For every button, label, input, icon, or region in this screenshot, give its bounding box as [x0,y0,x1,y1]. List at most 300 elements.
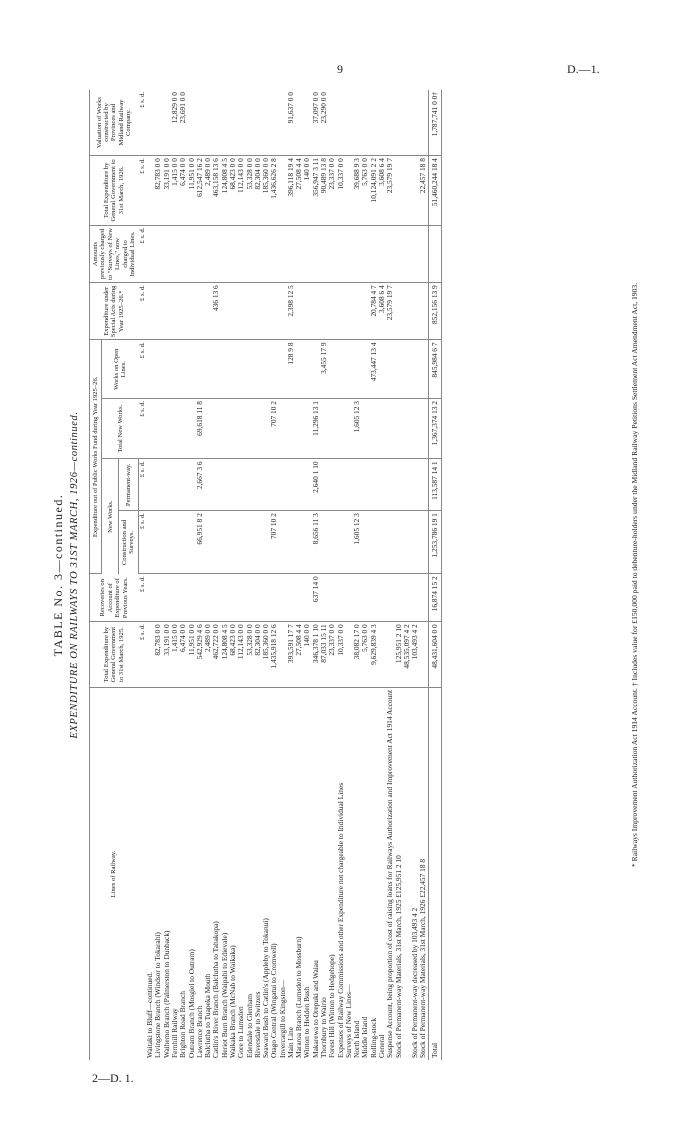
amount-cell [204,225,212,283]
amount-cell: 3,608 6 4 [378,283,386,340]
amount-cell [386,340,394,399]
amount-cell [246,225,254,283]
amount-cell [212,225,220,283]
amount-cell [320,511,328,574]
amount-cell [221,225,229,283]
amount-cell: 356,947 3 11 [312,156,320,226]
amount-cell [237,90,245,156]
amount-cell [229,340,237,399]
amount-cell [212,340,220,399]
amount-cell: 393,591 17 7 [287,622,295,688]
amount-cell [370,90,378,156]
amount-cell [163,574,171,622]
amount-cell [229,90,237,156]
line-name: North Island [352,1020,362,1058]
amount-cell [254,340,262,399]
line-name: General [377,1034,386,1058]
table-body [138,90,441,1060]
amount-cell [419,225,428,283]
amount-cell [171,574,179,622]
amount-cell [295,225,303,283]
amount-cell [345,574,353,622]
amount-cell [395,156,403,226]
amount-cell [411,574,419,622]
unit-cell: £ s. d. [138,622,146,688]
amount-cell [270,340,278,399]
amount-cell: 185,360 0 0 [262,622,270,688]
amount-cell [246,340,254,399]
amount-cell: 10,337 0 0 [337,622,345,688]
amount-cell: 542,929 4 6 [196,622,204,688]
amount-cell [287,399,295,459]
line-name: Suspense Account, being proportion of cost of raising loans for Railways Authorization and Improvement Act 1914 Account [385,689,395,1058]
amount-cell [246,399,254,459]
line-name: Winton to Hedden Bush [302,986,312,1058]
amount-cell [295,399,303,459]
amount-cell [212,399,220,459]
table-row [154,90,162,1060]
amount-cell: 82,783 0 0 [154,156,162,226]
header-construction: Construction and Surveys. [119,511,139,574]
unit-cell: £ s. d. [138,156,146,226]
amount-cell [146,511,154,574]
line-name: Brighton Road Branch [178,991,188,1058]
amount-cell: 10,337 0 0 [337,156,345,226]
amount-cell [163,459,171,511]
total-amount-cell: 16,874 15 2 [428,574,441,622]
amount-cell [204,90,212,156]
amount-cell: 20,784 4 7 [370,283,378,340]
amount-cell [312,283,320,340]
amount-cell: 3,608 6 4 [378,156,386,226]
amount-cell [419,90,428,156]
amount-cell [188,283,196,340]
unit-cell: £ s. d. [138,399,146,459]
footer-page-code: 2—D. 1. [92,1071,134,1085]
amount-cell: 23,691 0 0 [179,90,187,156]
amount-cell [353,574,361,622]
total-amount-cell: 1,787,741 0 0† [428,90,441,156]
table-row [188,90,196,1060]
header-works-open-lines: Works on Open Lines. [102,340,138,399]
amount-cell [204,340,212,399]
amount-cell [221,340,229,399]
table-row [229,90,237,1060]
amount-cell [204,459,212,511]
header-special-acts: Expenditure under Special Acts during Year 1925–26.* [90,283,139,340]
amount-cell: 33,191 0 0 [163,622,171,688]
amount-cell [386,511,394,574]
table-title: TABLE No. 3—continued. [51,493,65,657]
amount-cell [196,90,204,156]
amount-cell [262,574,270,622]
amount-cell [254,399,262,459]
line-name: Lawrence Branch [194,1005,204,1058]
amount-cell [312,225,320,283]
amount-cell [403,574,411,622]
amount-cell [179,340,187,399]
amount-cell [179,459,187,511]
amount-cell [204,574,212,622]
amount-cell [246,511,254,574]
amount-cell: 82,304 0 0 [254,622,262,688]
line-name: Livingstone Branch (Windsor to Tokarahi) [153,932,163,1058]
amount-cell [146,574,154,622]
line-name: Thornbury to Wairio [319,997,329,1058]
table-row [163,90,171,1060]
amount-cell [337,283,345,340]
amount-cell [370,574,378,622]
amount-cell [370,511,378,574]
amount-cell [163,340,171,399]
amount-cell [378,225,386,283]
amount-cell [221,511,229,574]
amount-cell [295,511,303,574]
amount-cell [295,340,303,399]
line-name: Riversdale to Switzers [252,991,262,1058]
amount-cell [328,90,336,156]
amount-cell [411,399,419,459]
amount-cell [237,459,245,511]
amount-cell: 125,951 2 10 [395,622,403,688]
amount-cell [411,340,419,399]
line-name: Surveys of New Lines— [343,984,353,1058]
amount-cell [154,340,162,399]
amount-cell: 82,783 0 0 [154,622,162,688]
amount-cell [221,90,229,156]
table-row [287,90,295,1060]
amount-cell [403,340,411,399]
table-row [361,90,369,1060]
amount-cell [337,90,345,156]
amount-cell [345,90,353,156]
unit-cell: £ s. d. [138,574,146,622]
amount-cell: 48,535,097 4 2 [403,622,411,688]
amount-cell [411,459,419,511]
header-lines: Lines of Railway. [90,687,139,1060]
amount-cell [370,459,378,511]
amount-cell: 90,489 13 8 [320,156,328,226]
amount-cell [345,225,353,283]
amount-cell [179,574,187,622]
amount-cell [212,574,220,622]
amount-cell [353,90,361,156]
line-name: Waikaka Branch (McNab to Waikaka) [227,945,237,1058]
amount-cell [254,90,262,156]
amount-cell [295,459,303,511]
table-row [196,90,204,1060]
amount-cell: 1,436,626 2 8 [270,156,278,226]
amount-cell [403,283,411,340]
page-number: 9 [337,62,343,76]
amount-cell: 112,143 0 0 [237,156,245,226]
amount-cell: 11,951 0 0 [188,622,196,688]
amount-cell [328,399,336,459]
amount-cell [403,399,411,459]
amount-cell [395,225,403,283]
amount-cell [212,90,220,156]
amount-cell [146,225,154,283]
amount-cell [419,574,428,622]
table-row [204,90,212,1060]
amount-cell [295,283,303,340]
amount-cell [370,399,378,459]
amount-cell [403,459,411,511]
amount-cell: 82,304 0 0 [254,156,262,226]
amount-cell: 27,508 4 4 [295,156,303,226]
amount-cell [262,225,270,283]
amount-cell [262,90,270,156]
rotated-table-page [45,90,650,1060]
table-row [279,90,287,1060]
amount-cell [246,90,254,156]
amount-cell: 27,508 4 4 [295,622,303,688]
amount-cell [171,459,179,511]
table-row [171,90,179,1060]
amount-cell: 6,474 0 0 [179,622,187,688]
amount-cell [270,574,278,622]
amount-cell: 66,951 8 2 [196,511,204,574]
amount-cell: 1,415 0 0 [171,156,179,226]
amount-cell: 87,033 15 11 [320,622,328,688]
amount-cell [320,225,328,283]
amount-cell [163,399,171,459]
amount-cell: 473,447 13 4 [370,340,378,399]
amount-cell [386,399,394,459]
amount-cell [320,399,328,459]
amount-cell [229,459,237,511]
amount-cell: 39,688 9 3 [353,156,361,226]
amount-cell: 128 9 8 [287,340,295,399]
line-name: Balclutha to Tuapeka Mouth [203,973,213,1058]
amount-cell: 124,808 4 5 [221,622,229,688]
amount-cell [212,459,220,511]
amount-cell [419,622,428,688]
amount-cell [419,459,428,511]
document-code: D.—1. [567,62,600,76]
amount-cell [221,459,229,511]
amount-cell [378,90,386,156]
amount-cell [295,574,303,622]
line-name: Stock of Permanent-way Materials, 31st March, 1925 £125,951 2 10 [393,855,403,1058]
total-amount-cell: 1,253,786 19 1 [428,511,441,574]
amount-cell [270,225,278,283]
amount-cell [403,511,411,574]
amount-cell [229,511,237,574]
amount-cell: 112,143 0 0 [237,622,245,688]
amount-cell [395,283,403,340]
amount-cell [221,283,229,340]
amount-cell [320,574,328,622]
line-name: Waitaki to Bluff—continued. [145,971,155,1058]
amount-cell [345,283,353,340]
amount-cell [337,511,345,574]
header-amounts-charged: Amounts previously charged to "Surveys of New Lines," now charged to Individual Lines. [90,225,139,283]
amount-cell: 68,423 0 0 [229,622,237,688]
line-name: Expenses of Railway Commissions and other Expenditure not chargeable to Individual Lines [335,782,345,1058]
amount-cell [287,225,295,283]
table-row [146,90,154,1060]
header-total-1925: Total Expenditure by General Government to 31st March, 1925. [90,622,139,688]
line-name: Waihemo Branch (Palmerston to Dunback) [161,930,171,1058]
units-row [138,90,146,1060]
total-amount-cell: 51,460,244 18 4 [428,156,441,226]
amount-cell: 2,398 12 5 [287,283,295,340]
amount-cell [237,574,245,622]
amount-cell [386,90,394,156]
amount-cell: 11,296 13 1 [312,399,320,459]
amount-cell [370,225,378,283]
amount-cell [254,511,262,574]
table-row [419,90,428,1060]
amount-cell: 33,191 0 0 [163,156,171,226]
amount-cell [221,574,229,622]
amount-cell [337,340,345,399]
amount-cell [154,399,162,459]
amount-cell [395,459,403,511]
amount-cell [254,225,262,283]
amount-cell [229,574,237,622]
amount-cell: 8,656 11 3 [312,511,320,574]
amount-cell [337,574,345,622]
amount-cell: 11,951 0 0 [188,156,196,226]
amount-cell [386,574,394,622]
total-amount-cell: 113,587 14 1 [428,459,441,511]
footnote: * Railways Improvement Authorization Act 1914 Account. † Includes value for £150,000 paid to debenture-holders under the Midland Railway Petitions Settlement Act Amendment Act, 1903. [630,282,639,868]
amount-cell: 9,629,839 4 3 [370,622,378,688]
amount-cell [246,574,254,622]
amount-cell: 2,667 3 6 [196,459,204,511]
amount-cell [378,399,386,459]
line-name: Heriot Burn Branch (Waipahi to Edievale) [219,932,229,1058]
table-row [221,90,229,1060]
line-name: Fernhill Railway [169,1008,179,1058]
amount-cell: 5,763 0 0 [361,156,369,226]
amount-cell [279,574,287,622]
unit-cell: £ s. d. [138,459,146,511]
amount-cell [237,399,245,459]
line-name: Seaward Bush to Catlin's (Appleby to Tokanui) [261,918,271,1058]
amount-cell [262,459,270,511]
line-name: Main Line [285,1027,295,1058]
amount-cell: 6,474 0 0 [179,156,187,226]
amount-cell: 1,435,918 12 6 [270,622,278,688]
amount-cell: 2,489 0 0 [204,622,212,688]
amount-cell [204,511,212,574]
amount-cell [146,90,154,156]
amount-cell [403,156,411,226]
amount-cell [337,225,345,283]
amount-cell: 23,579 19 7 [386,283,394,340]
amount-cell [295,90,303,156]
table-row [312,90,320,1060]
amount-cell [411,283,419,340]
amount-cell [237,511,245,574]
amount-cell [353,340,361,399]
amount-cell: 462,722 0 0 [212,622,220,688]
amount-cell: 140 0 0 [303,156,311,226]
line-name: Stock of Permanent-way Materials, 31st March, 1926 £22,457 18 8 [418,858,428,1058]
amount-cell: 124,808 4 5 [221,156,229,226]
amount-cell [361,459,369,511]
amount-cell: 185,360 0 0 [262,156,270,226]
total-amount-cell [428,225,441,283]
amount-cell [419,399,428,459]
amount-cell: 12,829 0 0 [171,90,179,156]
amount-cell [262,340,270,399]
amount-cell [287,511,295,574]
table-row [395,90,403,1060]
amount-cell [204,399,212,459]
unit-cell: £ s. d. [138,283,146,340]
line-name: Edendale to Glenham [244,993,254,1058]
amount-cell: 38,082 17 0 [353,622,361,688]
amount-cell [229,283,237,340]
amount-cell [361,574,369,622]
total-amount-cell: 48,431,604 0 0 [428,622,441,688]
amount-cell [353,459,361,511]
table-row [212,90,220,1060]
amount-cell [337,459,345,511]
amount-cell [237,225,245,283]
amount-cell [353,225,361,283]
amount-cell [303,225,311,283]
amount-cell [171,283,179,340]
amount-cell: 346,378 1 10 [312,622,320,688]
amount-cell [386,459,394,511]
line-name: Otago Central (Wingatui to Cromwell) [269,943,279,1058]
amount-cell: 2,640 1 10 [312,459,320,511]
amount-cell [287,459,295,511]
amount-cell [419,511,428,574]
amount-cell [303,340,311,399]
amount-cell [419,283,428,340]
table-row [179,90,187,1060]
line-name: Makarewa to Orepuki and Waiau [310,960,320,1058]
amount-cell [378,511,386,574]
header-valuation: Valuation of Works constructed by Provinces and Midland Railway Company. [90,90,139,156]
line-name: Outram Branch (Mosgiel to Outram) [186,949,196,1058]
amount-cell [328,225,336,283]
amount-cell: 463,158 13 6 [212,156,220,226]
amount-cell [320,283,328,340]
amount-cell [246,459,254,511]
amount-cell [196,340,204,399]
amount-cell [403,225,411,283]
amount-cell [270,283,278,340]
amount-cell: 5,763 0 0 [361,622,369,688]
amount-cell [411,90,419,156]
amount-cell: 23,290 0 0 [320,90,328,156]
amount-cell: 69,618 11 8 [196,399,204,459]
line-name: Middle Island [360,1016,370,1058]
amount-cell [411,225,419,283]
amount-cell [179,511,187,574]
amount-cell: 396,118 19 4 [287,156,295,226]
amount-cell: 53,328 0 0 [246,622,254,688]
amount-cell: 23,579 19 7 [386,156,394,226]
amount-cell: 1,605 12 3 [353,511,361,574]
amount-cell [361,90,369,156]
amount-cell [254,574,262,622]
amount-cell [419,340,428,399]
table-row [353,90,361,1060]
amount-cell [411,511,419,574]
amount-cell [179,225,187,283]
amount-cell [146,459,154,511]
line-name: Rolling-stock [368,1017,378,1058]
amount-cell: 10,124,091 2 2 [370,156,378,226]
